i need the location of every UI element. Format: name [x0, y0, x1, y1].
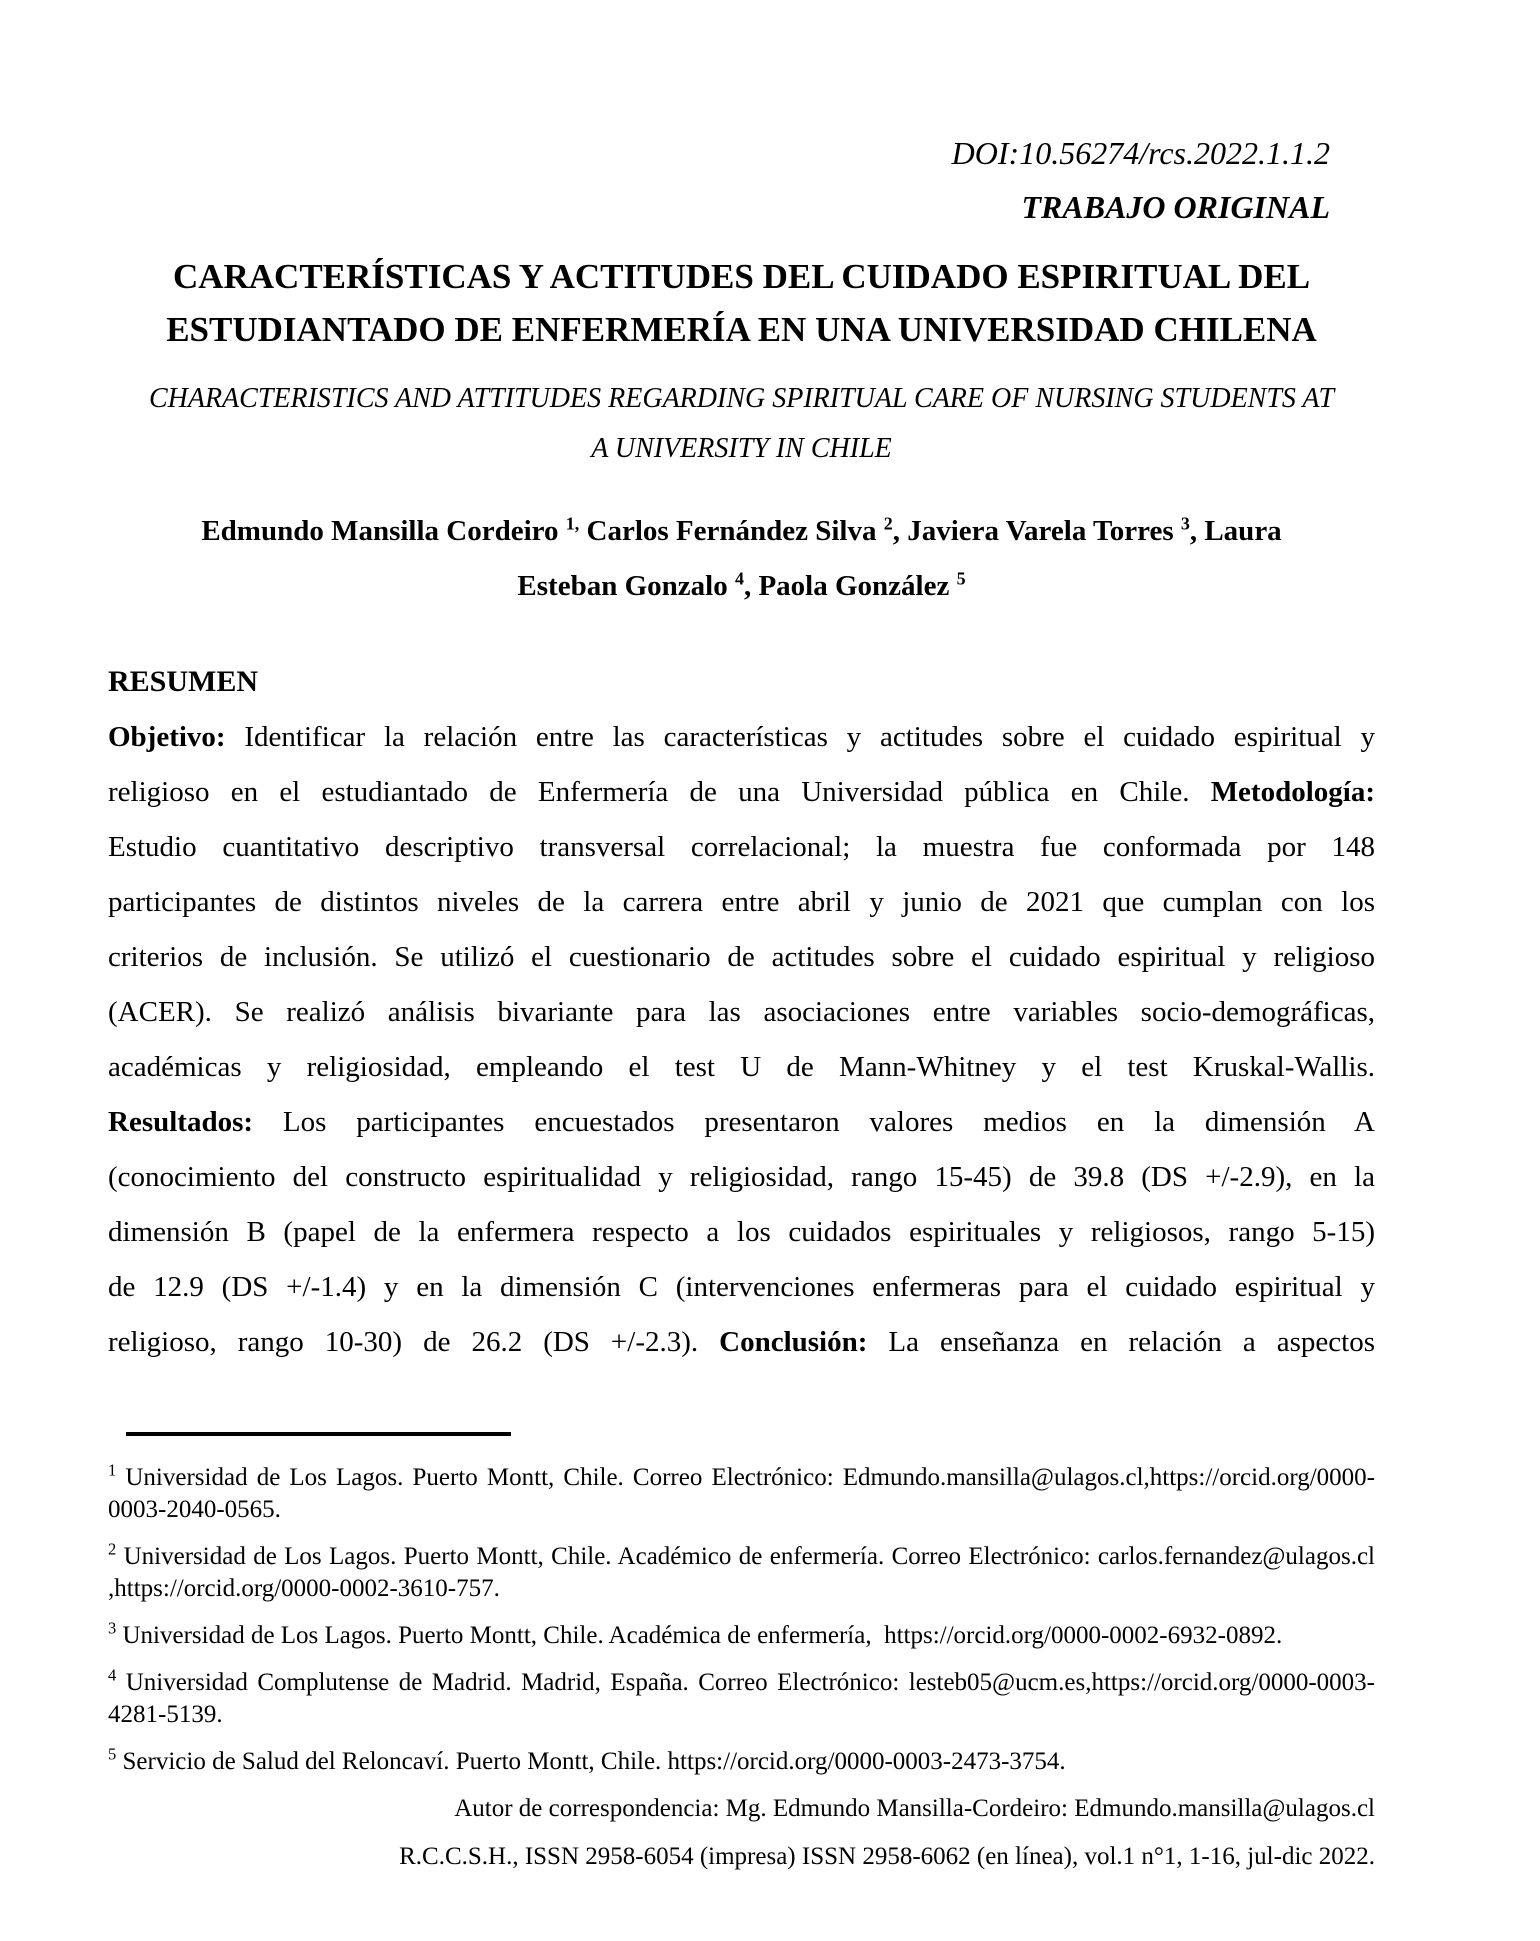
footnote [108, 1462, 1375, 1526]
text-segment: ESTUDIANTADO DE ENFERMERÍA EN UNA UNIVERSIDAD CHILENA [166, 310, 1317, 349]
bold-text-segment: Resultados: [108, 1106, 254, 1138]
text-segment: Esteban Gonzalo [517, 570, 735, 602]
text-segment: académicas y religiosidad, empleando el test U de Mann-Whitney y el test Kruskal-Wallis. [108, 1051, 1375, 1083]
article-title-en-line [108, 374, 1375, 424]
author-superscript: 4 [734, 568, 744, 589]
footnote-marker: 3 [108, 1618, 117, 1638]
article-title-en-line [108, 424, 1375, 474]
footnote-marker: 4 [108, 1665, 117, 1685]
abstract-line [108, 1150, 1375, 1205]
footnote-text: Servicio de Salud del Reloncaví. Puerto Montt, Chile. https://orcid.org/0000-0003-2473-3754. [116, 1748, 1066, 1775]
abstract-line [108, 930, 1375, 985]
abstract-line [108, 820, 1375, 875]
bold-text-segment: Conclusión: [719, 1326, 868, 1358]
text-segment: A UNIVERSITY IN CHILE [591, 433, 892, 464]
abstract-line [108, 1040, 1375, 1095]
text-segment: Edmundo Mansilla Cordeiro [201, 515, 566, 547]
footnote-marker: 5 [108, 1744, 117, 1764]
text-segment: Estudio cuantitativo descriptivo transversal correlacional; la muestra fue conformada por 148 [108, 831, 1375, 863]
article-title-es-line [108, 303, 1375, 356]
text-segment: religioso, rango 10-30) de 26.2 (DS +/-2.3). [108, 1326, 720, 1358]
text-segment: CHARACTERISTICS AND ATTITUDES REGARDING SPIRITUAL CARE OF NURSING STUDENTS AT [148, 383, 1335, 414]
footnote-text: Universidad de Los Lagos. Puerto Montt, Chile. Académico de enfermería. Correo Electrónico: carlos.fernandez@ulagos.cl ,https://orcid.org/0000-0002-3610-757. [108, 1543, 1375, 1602]
text-segment: religioso en el estudiantado de Enfermería de una Universidad pública en Chile. [108, 776, 1211, 808]
abstract-paragraph [108, 710, 1375, 1370]
bold-text-segment: Metodología: [1210, 776, 1375, 808]
text-segment: Carlos Fernández Silva [579, 515, 884, 547]
footnote [108, 1667, 1375, 1731]
abstract-line [108, 1260, 1375, 1315]
text-segment: Identificar la relación entre las características y actitudes sobre el cuidado espiritual y [225, 721, 1375, 753]
article-title-es [108, 250, 1375, 356]
article-type-label: TRABAJO ORIGINAL [1021, 189, 1330, 225]
abstract-heading: RESUMEN [108, 665, 259, 698]
abstract-line [108, 710, 1375, 765]
footnote-marker: 2 [108, 1539, 117, 1559]
text-segment: CARACTERÍSTICAS Y ACTITUDES DEL CUIDADO ESPIRITUAL DEL [172, 257, 1311, 296]
abstract-line [108, 875, 1375, 930]
article-title-es-line [108, 250, 1375, 303]
abstract-line [108, 1095, 1375, 1150]
author-list-line [108, 504, 1375, 559]
abstract-line [108, 765, 1375, 820]
correspondence-line: Autor de correspondencia: Mg. Edmundo Mansilla-Cordeiro: Edmundo.mansilla@ulagos.cl [454, 1795, 1375, 1822]
footnote [108, 1620, 1375, 1652]
doi-line: DOI:10.56274/rcs.2022.1.1.2 [951, 135, 1330, 171]
text-segment: criterios de inclusión. Se utilizó el cuestionario de actitudes sobre el cuidado espiritual y religioso [108, 941, 1375, 973]
footnote-text: Universidad de Los Lagos. Puerto Montt, Chile. Correo Electrónico: Edmundo.mansilla@ulagos.cl,https://orcid.org/0000-0003-2040-0565. [108, 1464, 1375, 1523]
author-superscript: 5 [956, 568, 966, 589]
bold-text-segment: Objetivo: [108, 721, 226, 753]
text-segment: participantes de distintos niveles de la carrera entre abril y junio de 2021 que cumplan con los [108, 886, 1375, 918]
abstract-line [108, 1205, 1375, 1260]
article-title-en [108, 374, 1375, 474]
footnotes-section [108, 1462, 1375, 1778]
author-superscript: 2 [883, 513, 893, 534]
author-superscript: 1, [565, 513, 580, 534]
text-segment: de 12.9 (DS +/-1.4) y en la dimensión C (intervenciones enfermeras para el cuidado espiritual y [108, 1271, 1375, 1303]
abstract-line [108, 1315, 1375, 1370]
text-segment: , Paola González [743, 570, 957, 602]
journal-info-line: R.C.C.S.H., ISSN 2958-6054 (impresa) ISSN 2958-6062 (en línea), vol.1 n°1, 1-16, jul-dic 2022. [399, 1843, 1375, 1870]
text-segment: La enseñanza en relación a aspectos [867, 1326, 1375, 1358]
text-segment: (conocimiento del constructo espiritualidad y religiosidad, rango 15-45) de 39.8 (DS +/-2.9), en la [108, 1161, 1375, 1193]
author-list-line [108, 559, 1375, 614]
text-segment: Los participantes encuestados presentaron valores medios en la dimensión A [253, 1106, 1375, 1138]
author-list [108, 504, 1375, 614]
abstract-line [108, 985, 1375, 1040]
text-segment: , Laura [1189, 515, 1282, 547]
footnote-marker: 1 [108, 1460, 117, 1480]
text-segment: (ACER). Se realizó análisis bivariante para las asociaciones entre variables socio-demográficas, [108, 996, 1375, 1028]
footnote [108, 1541, 1375, 1605]
text-segment: dimensión B (papel de la enfermera respecto a los cuidados espirituales y religiosos, rango 5-15) [108, 1216, 1375, 1248]
footnote-separator [126, 1432, 511, 1436]
text-segment: , Javiera Varela Torres [892, 515, 1181, 547]
author-superscript: 3 [1180, 513, 1190, 534]
footnote-text: Universidad de Los Lagos. Puerto Montt, Chile. Académica de enfermería, https://orcid.org/0000-0002-6932-0892. [116, 1622, 1283, 1649]
footnote [108, 1746, 1375, 1778]
footnote-text: Universidad Complutense de Madrid. Madrid, España. Correo Electrónico: lesteb05@ucm.es,https://orcid.org/0000-0003-4281-5139. [108, 1669, 1375, 1728]
